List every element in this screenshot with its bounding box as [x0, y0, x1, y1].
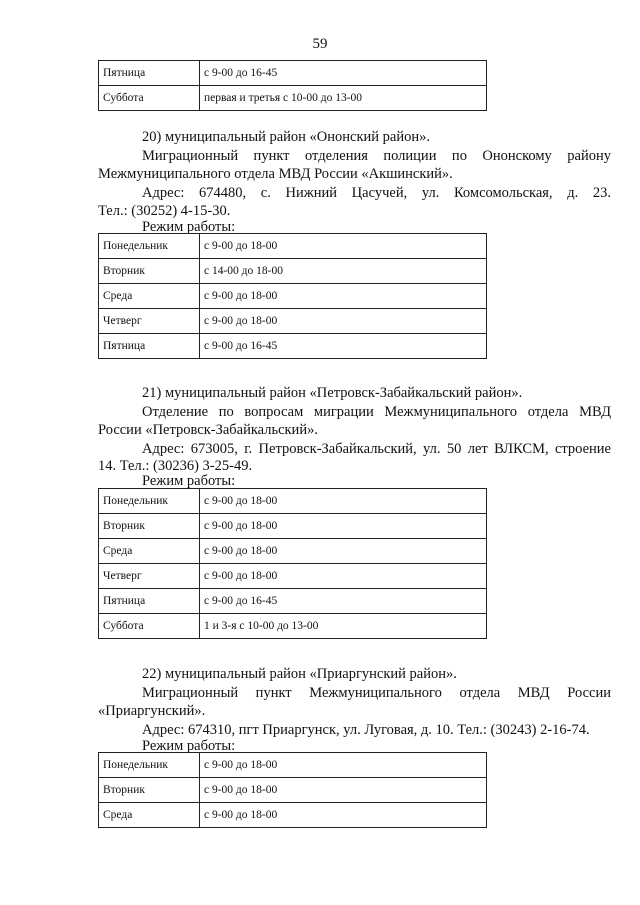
section-20-org-line1: Миграционный пункт отделения полиции по Ононскому району — [142, 148, 611, 164]
table-row — [99, 309, 487, 334]
page-number: 59 — [312, 36, 328, 52]
day-cell: Суббота — [99, 86, 200, 111]
hours-cell: с 9-00 до 16-45 — [200, 61, 487, 86]
hours-cell: с 9-00 до 18-00 — [200, 309, 487, 334]
section-20-address-line2: Тел.: (30252) 4-15-30. — [98, 203, 231, 219]
section-22-address-line1: Адрес: 674310, пгт Приаргунск, ул. Луговая, д. 10. Тел.: (30243) 2-16-74. — [142, 722, 590, 738]
schedule-table-21 — [98, 488, 487, 639]
section-22-schedule-label: Режим работы: — [142, 738, 236, 754]
table-row — [99, 778, 487, 803]
table-row — [99, 614, 487, 639]
hours-cell: с 9-00 до 16-45 — [200, 334, 487, 359]
section-22-heading: 22) муниципальный район «Приаргунский район». — [142, 666, 457, 682]
day-cell: Вторник — [99, 514, 200, 539]
day-cell: Понедельник — [99, 234, 200, 259]
table-row — [99, 61, 487, 86]
section-21-org-line1: Отделение по вопросам миграции Межмуниципального отдела МВД — [142, 404, 611, 420]
section-21-org-line2: России «Петровск-Забайкальский». — [98, 422, 318, 438]
hours-cell: с 9-00 до 18-00 — [200, 284, 487, 309]
day-cell: Пятница — [99, 61, 200, 86]
hours-cell: с 9-00 до 18-00 — [200, 753, 487, 778]
table-row — [99, 539, 487, 564]
hours-cell: с 9-00 до 18-00 — [200, 514, 487, 539]
table-row — [99, 259, 487, 284]
section-21-heading: 21) муниципальный район «Петровск-Забайкальский район». — [142, 385, 523, 401]
section-20-org-line2: Межмуниципального отдела МВД России «Акшинский». — [98, 166, 453, 182]
hours-cell: с 9-00 до 18-00 — [200, 564, 487, 589]
hours-cell: с 9-00 до 18-00 — [200, 234, 487, 259]
table-row — [99, 234, 487, 259]
table-row — [99, 803, 487, 828]
schedule-table-continued — [98, 60, 487, 111]
schedule-table-22 — [98, 752, 487, 828]
section-21-address-line2: 14. Тел.: (30236) 3-25-49. — [98, 458, 253, 474]
hours-cell: с 9-00 до 18-00 — [200, 489, 487, 514]
section-22-org-line2: «Приаргунский». — [98, 703, 206, 719]
hours-cell: 1 и 3-я с 10-00 до 13-00 — [200, 614, 487, 639]
table-row — [99, 589, 487, 614]
day-cell: Понедельник — [99, 753, 200, 778]
section-22-org-line1: Миграционный пункт Межмуниципального отдела МВД России — [142, 685, 611, 701]
day-cell: Пятница — [99, 589, 200, 614]
day-cell: Среда — [99, 803, 200, 828]
hours-cell: с 9-00 до 18-00 — [200, 803, 487, 828]
day-cell: Понедельник — [99, 489, 200, 514]
day-cell: Среда — [99, 284, 200, 309]
hours-cell: первая и третья с 10-00 до 13-00 — [200, 86, 487, 111]
section-20-address-line1: Адрес: 674480, с. Нижний Цасучей, ул. Комсомольская, д. 23. — [142, 185, 611, 201]
hours-cell: с 9-00 до 18-00 — [200, 539, 487, 564]
schedule-table-20 — [98, 233, 487, 359]
day-cell: Пятница — [99, 334, 200, 359]
day-cell: Четверг — [99, 564, 200, 589]
section-21-address-line1: Адрес: 673005, г. Петровск-Забайкальский, ул. 50 лет ВЛКСМ, строение — [142, 441, 611, 457]
table-row — [99, 86, 487, 111]
day-cell: Суббота — [99, 614, 200, 639]
table-row — [99, 753, 487, 778]
day-cell: Среда — [99, 539, 200, 564]
day-cell: Четверг — [99, 309, 200, 334]
section-21-schedule-label: Режим работы: — [142, 473, 236, 489]
hours-cell: с 14-00 до 18-00 — [200, 259, 487, 284]
table-row — [99, 284, 487, 309]
hours-cell: с 9-00 до 16-45 — [200, 589, 487, 614]
day-cell: Вторник — [99, 778, 200, 803]
table-row — [99, 489, 487, 514]
table-row — [99, 514, 487, 539]
day-cell: Вторник — [99, 259, 200, 284]
table-row — [99, 334, 487, 359]
table-row — [99, 564, 487, 589]
section-20-schedule-label: Режим работы: — [142, 219, 236, 235]
hours-cell: с 9-00 до 18-00 — [200, 778, 487, 803]
section-20-heading: 20) муниципальный район «Ононский район». — [142, 129, 431, 145]
